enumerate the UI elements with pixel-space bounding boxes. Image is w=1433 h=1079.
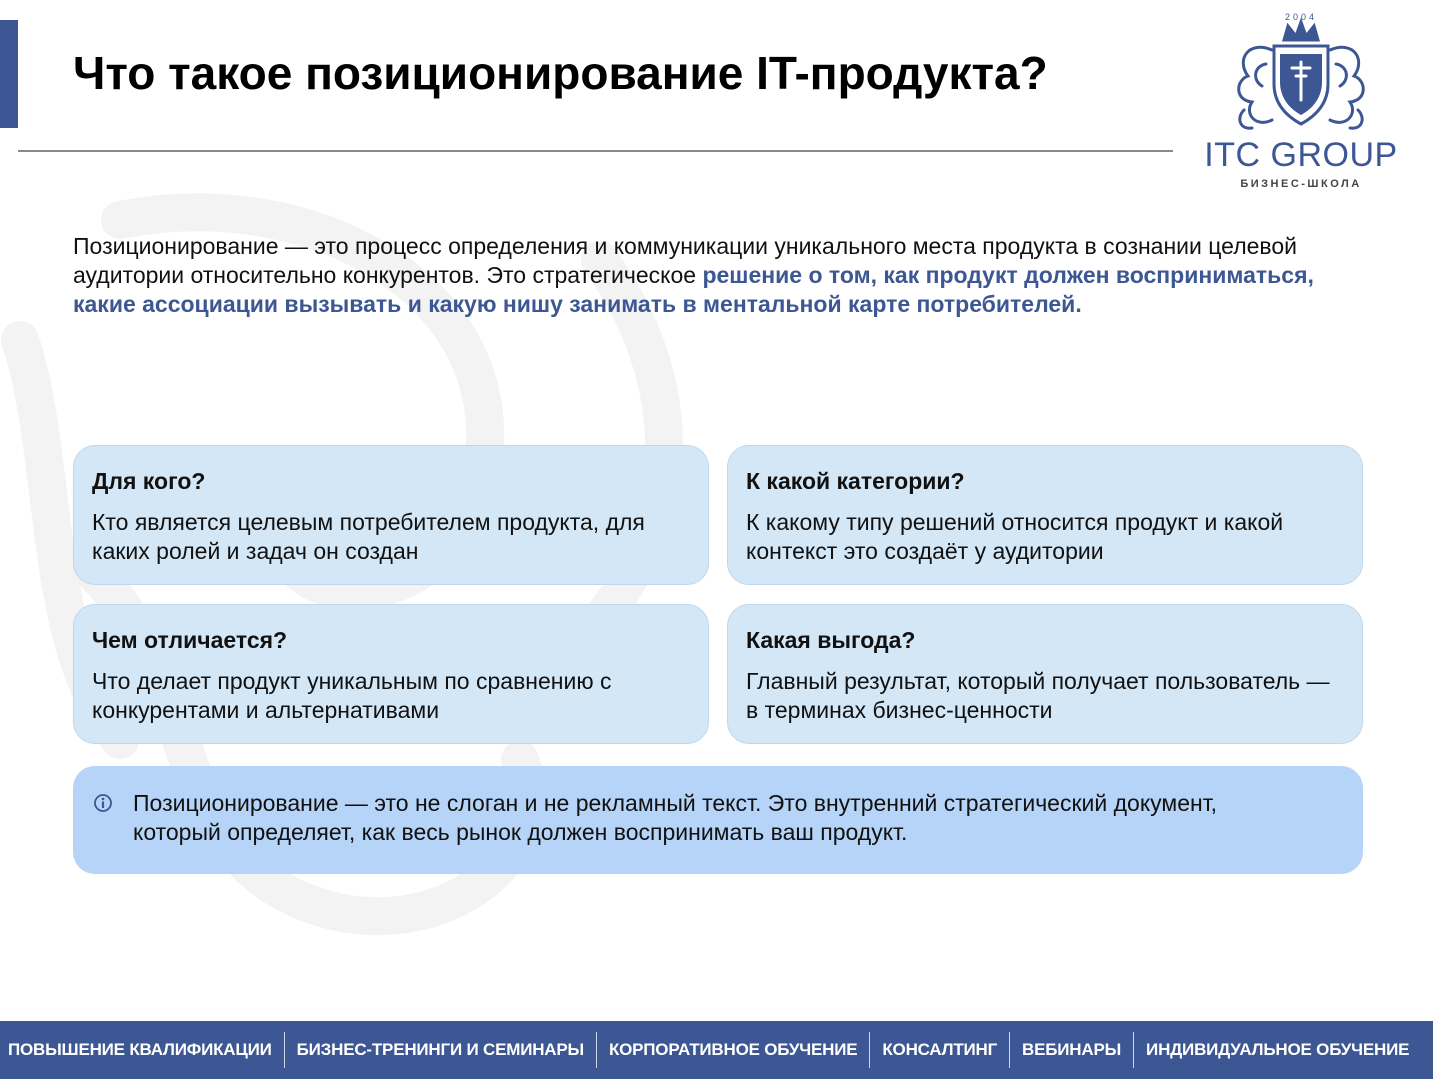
- footer-item-corporate[interactable]: КОРПОРАТИВНОЕ ОБУЧЕНИЕ: [608, 1040, 858, 1059]
- page-title: Что такое позиционирование IT-продукта?: [73, 47, 1048, 99]
- card-question: Какая выгода?: [746, 627, 916, 653]
- company-logo: [1196, 10, 1406, 195]
- info-note: [73, 766, 1363, 874]
- card-benefit: [727, 604, 1363, 744]
- card-question: К какой категории?: [746, 468, 965, 494]
- card-description: К какому типу решений относится продукт и какой контекст это создаёт у аудитории: [746, 509, 1284, 564]
- card-question: Чем отличается?: [92, 627, 288, 653]
- footer-nav: [0, 1021, 1433, 1079]
- footer-item-individual[interactable]: ИНДИВИДУАЛЬНОЕ ОБУЧЕНИЕ: [1146, 1040, 1410, 1059]
- card-for-whom: [73, 445, 709, 585]
- info-icon: [93, 793, 113, 813]
- note-text: Позиционирование — это не слоган и не рекламный текст. Это внутренний стратегический документ, который определяет, как весь рынок должен воспринимать ваш продукт.: [133, 790, 1218, 845]
- logo-year: 2004: [1284, 12, 1318, 22]
- footer-item-webinars[interactable]: ВЕБИНАРЫ: [1022, 1040, 1122, 1059]
- card-description: Кто является целевым потребителем продукта, для каких ролей и задач он создан: [92, 509, 645, 564]
- title-divider: [18, 150, 1173, 152]
- logo-subtitle: БИЗНЕС-ШКОЛА: [1240, 178, 1362, 190]
- accent-bar: [0, 20, 18, 128]
- intro-text: Позиционирование — это процесс определения и коммуникации уникального места продукта в сознании целевой аудитории относительно конкурентов. Это стратегическое: [73, 233, 1298, 288]
- footer-item-consulting[interactable]: КОНСАЛТИНГ: [882, 1040, 998, 1059]
- intro-paragraph: [73, 232, 1373, 319]
- crest-icon: [1196, 10, 1406, 140]
- card-question: Для кого?: [92, 468, 206, 494]
- card-description: Главный результат, который получает пользователь — в терминах бизнес-ценности: [746, 668, 1330, 723]
- card-category: [727, 445, 1363, 585]
- footer-item-trainings[interactable]: БИЗНЕС-ТРЕНИНГИ И СЕМИНАРЫ: [296, 1040, 584, 1059]
- intro-highlight: решение о том, как продукт должен восприниматься, какие ассоциации вызывать и какую нишу занимать в ментальной карте потребителей.: [73, 262, 1314, 317]
- card-difference: [73, 604, 709, 744]
- card-description: Что делает продукт уникальным по сравнению с конкурентами и альтернативами: [92, 668, 612, 723]
- logo-brand: ITC GROUP: [1204, 136, 1398, 174]
- footer-item-qualification[interactable]: ПОВЫШЕНИЕ КВАЛИФИКАЦИИ: [8, 1040, 272, 1059]
